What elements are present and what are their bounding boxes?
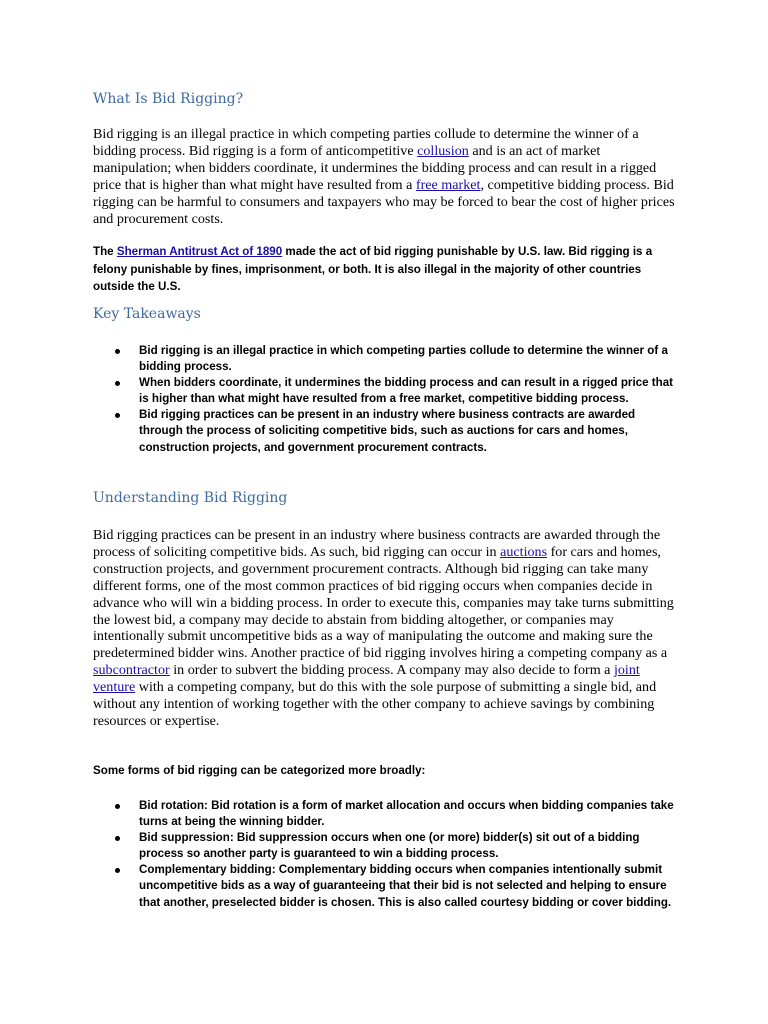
paragraph-understanding: Bid rigging practices can be present in an industry where business contracts are awarded through the process of soliciting competitive bids. As such, bid rigging can occur in auctions for cars and homes, construction projects, and government procurement contracts. Although bid rigging can take many different forms, one of the most common practices of bid rigging occurs when companies decide in advance who will win a bidding process. In order to execute this, companies may take turns submitting the lowest bid, a company may decide to abstain from bidding altogether, or companies may intentionally submit uncompetitive bids as a way of manipulating the outcome and making sure the predetermined bidder wins. Another practice of bid rigging involves hiring a competing company as a subcontractor in order to subvert the bidding process. A company may also decide to form a joint venture with a competing company, but do this with the sole purpose of submitting a single bid, and without any intention of working together with the other company to achieve savings by combining resources or expertise. xyxy=(93,527,674,729)
list-item: Bid rotation: Bid rotation is a form of market allocation and occurs when bidding companies take turns at being the winning bidder. xyxy=(93,798,677,830)
bullet-icon xyxy=(115,413,120,418)
bullet-icon xyxy=(115,868,120,873)
list-item: When bidders coordinate, it undermines the bidding process and can result in a rigged price that is higher than what might have resulted from a free market, competitive bidding process. xyxy=(93,375,677,407)
heading-understanding-bid-rigging: Understanding Bid Rigging xyxy=(93,490,288,506)
bullet-icon xyxy=(115,349,120,354)
list-item: Bid suppression: Bid suppression occurs when one (or more) bidder(s) sit out of a bidding process so another party is guaranteed to win a bidding process. xyxy=(93,830,677,862)
forms-intro: Some forms of bid rigging can be categorized more broadly: xyxy=(93,764,426,777)
list-item: Bid rigging is an illegal practice in which competing parties collude to determine the winner of a bidding process. xyxy=(93,343,677,375)
heading-what-is-bid-rigging: What Is Bid Rigging? xyxy=(93,91,244,107)
list-item: Complementary bidding: Complementary bidding occurs when companies intentionally submit uncompetitive bids as a way of guaranteeing that their bid is not selected and helping to ensure that another, preselected bidder is chosen. This is also called courtesy bidding or cover bidding. xyxy=(93,862,677,910)
link-free-market[interactable]: free market xyxy=(415,176,481,193)
link-joint-venture[interactable]: joint venture xyxy=(93,662,640,696)
bullet-icon xyxy=(115,836,120,841)
bullet-icon xyxy=(115,804,120,809)
key-takeaways-list xyxy=(93,343,677,456)
link-subcontractor[interactable]: subcontractor xyxy=(93,662,170,679)
link-auctions[interactable]: auctions xyxy=(500,543,548,560)
paragraph-definition: Bid rigging is an illegal practice in which competing parties collude to determine the winner of a bidding process. Bid rigging is a form of anticompetitive collusion and is an act of market manipulation; when bidders coordinate, it undermines the bidding process and can result in a rigged price that is higher than what might have resulted from a free market, competitive bidding process. Bid rigging can be harmful to consumers and taxpayers who may be forced to bear the cost of higher prices and procurement costs. xyxy=(93,126,675,227)
paragraph-sherman-act: The Sherman Antitrust Act of 1890 made the act of bid rigging punishable by U.S. law. Bid rigging is a felony punishable by fines, imprisonment, or both. It is also illegal in the majority of other countries outside the U.S. xyxy=(93,245,653,293)
bid-rigging-forms-list xyxy=(93,798,677,911)
link-collusion[interactable]: collusion xyxy=(417,142,469,159)
list-item: Bid rigging practices can be present in an industry where business contracts are awarded through the process of soliciting competitive bids, such as auctions for cars and homes, construction projects, and government procurement contracts. xyxy=(93,407,677,455)
link-sherman-antitrust-act[interactable]: Sherman Antitrust Act of 1890 xyxy=(116,245,283,258)
bullet-icon xyxy=(115,381,120,386)
heading-key-takeaways: Key Takeaways xyxy=(93,306,201,322)
